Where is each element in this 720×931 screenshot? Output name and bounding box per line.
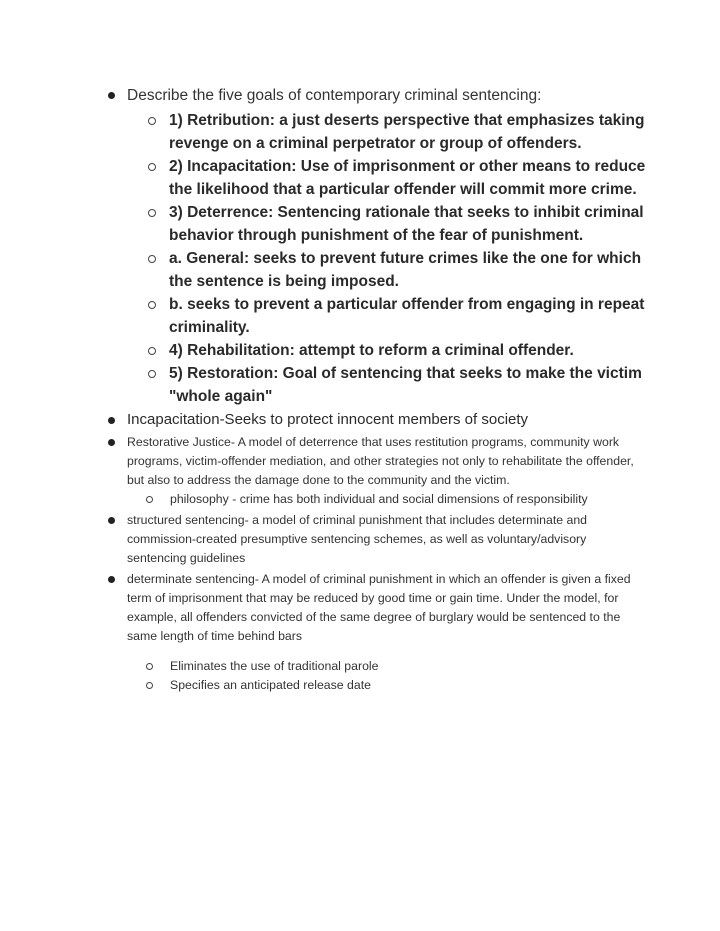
- circle-bullet-icon: [148, 255, 156, 263]
- sublist-item: [148, 201, 659, 247]
- circle-bullet-icon: [148, 370, 156, 378]
- restorative-sublist: [146, 490, 668, 509]
- circle-bullet-icon: [148, 163, 156, 171]
- circle-bullet-icon: [148, 347, 156, 355]
- goals-intro-text: Describe the five goals of contemporary criminal sentencing:: [127, 87, 542, 104]
- sublist-item-text: 4) Rehabilitation: attempt to reform a criminal offender.: [169, 342, 574, 359]
- list-item-structured-sentencing: [108, 511, 668, 568]
- sublist-item: [146, 657, 640, 676]
- sublist-item: [148, 155, 659, 201]
- circle-bullet-icon: [148, 117, 156, 125]
- circle-bullet-icon: [148, 209, 156, 217]
- bullet-icon: [108, 92, 115, 99]
- list-item-incapacitation: [108, 409, 668, 431]
- sublist-item-text: 5) Restoration: Goal of sentencing that seeks to make the victim "whole again": [169, 365, 642, 405]
- bullet-icon: [108, 417, 115, 424]
- list-item-restorative-justice: [108, 433, 668, 509]
- circle-bullet-icon: [146, 496, 153, 503]
- sublist-item: [148, 247, 659, 293]
- sublist-item: [146, 676, 640, 695]
- structured-text: structured sentencing- a model of criminal punishment that includes determinate and commission-created presumptive sentencing schemes, as well as voluntary/advisory sentencing guidelines: [127, 513, 588, 565]
- circle-bullet-icon: [146, 682, 153, 689]
- sublist-item-text: a. General: seeks to prevent future crimes like the one for which the sentence is being imposed.: [169, 250, 642, 290]
- goals-sublist: [148, 109, 668, 408]
- circle-bullet-icon: [146, 663, 153, 670]
- bullet-icon: [108, 576, 115, 583]
- sublist-item-text: Specifies an anticipated release date: [170, 678, 371, 692]
- list-item-goals: [108, 84, 668, 408]
- sublist-item-text: philosophy - crime has both individual and social dimensions of responsibility: [170, 492, 588, 506]
- list-item-determinate-sentencing: [108, 570, 668, 695]
- sublist-item-text: 2) Incapacitation: Use of imprisonment or other means to reduce the likelihood that a particular offender will commit more crime.: [169, 158, 646, 198]
- bullet-icon: [108, 439, 115, 446]
- sublist-item: [148, 362, 659, 408]
- bullet-icon: [108, 517, 115, 524]
- incapacitation-text: Incapacitation-Seeks to protect innocent members of society: [127, 411, 529, 428]
- determinate-text: determinate sentencing- A model of criminal punishment in which an offender is given a fixed term of imprisonment that may be reduced by good time or gain time. Under the model, for example, all offenders convicted of the same degree of burglary would be sentenced to the same length of time behind bars: [127, 572, 631, 643]
- determinate-sublist: [146, 657, 668, 695]
- circle-bullet-icon: [148, 301, 156, 309]
- sublist-item: [148, 339, 659, 362]
- sublist-item: [148, 109, 659, 155]
- sublist-item: [148, 293, 659, 339]
- sublist-item-text: Eliminates the use of traditional parole: [170, 659, 379, 673]
- sublist-item-text: 3) Deterrence: Sentencing rationale that seeks to inhibit criminal behavior through punishment of the fear of punishment.: [169, 204, 644, 244]
- sublist-item-text: 1) Retribution: a just deserts perspective that emphasizes taking revenge on a criminal perpetrator or group of offenders.: [169, 112, 645, 152]
- restorative-text: Restorative Justice- A model of deterrence that uses restitution programs, community work programs, victim-offender mediation, and other strategies not only to rehabilitate the offender, but also to address the damage done to the community and the victim.: [127, 435, 634, 487]
- sublist-item-text: b. seeks to prevent a particular offender from engaging in repeat criminality.: [169, 296, 645, 336]
- notes-list: [108, 84, 668, 695]
- sublist-item: [146, 490, 640, 509]
